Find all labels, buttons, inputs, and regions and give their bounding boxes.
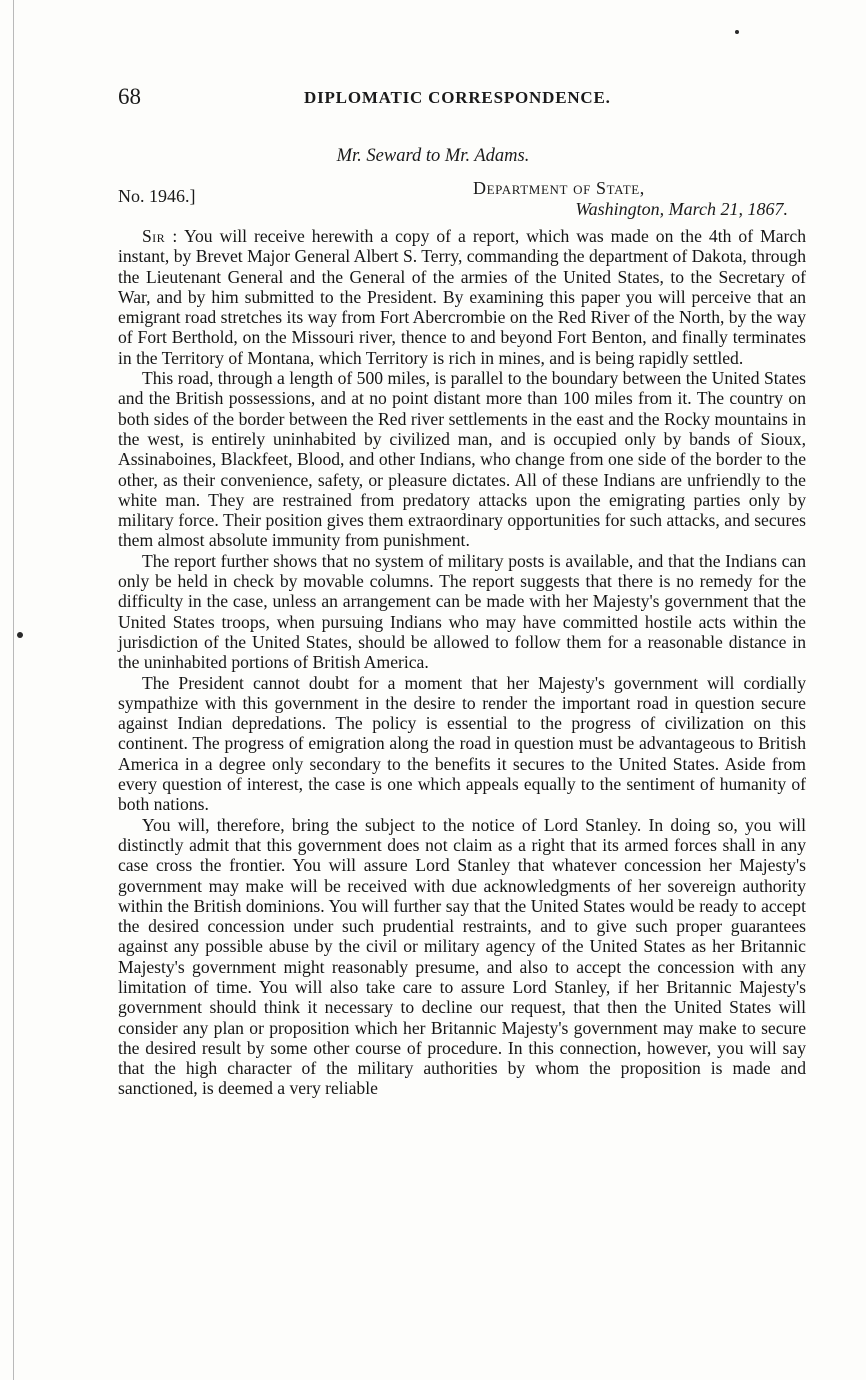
letter-date: March 21, 1867. [668,199,788,219]
letter-heading: Mr. Seward to Mr. Adams. [336,146,530,166]
paragraph-text: You will receive herewith a copy of a report, which was made on the 4th of March instant, by Brevet Major General Albert S. Terry, commanding the department of Dakota, through the Lieutenant General and the General of the armies of the United States, to the Secretary of War, and by him submitted to the President. By examining this paper you will perceive that an emigrant road stretches its way from Fort Abercrombie on the Red River of the North, by the way of Fort Berthold, on the Missouri river, thence to and beyond Fort Benton, and finally terminates in the Territory of Montana, which Territory is rich in mines, and is being rapidly settled. [118,226,806,368]
place-date [575,199,788,220]
ink-speck [17,632,23,638]
ink-speck [735,30,739,34]
running-head [118,84,808,114]
letter-number: No. 1946.] [118,186,196,206]
paragraph: The report further shows that no system of military posts is available, and that the Indians can only be held in check by movable columns. The report suggests that there is no remedy for the difficulty in the case, unless an arrangement can be made with her Majesty's government that the United States troops, when pursuing Indians who may have committed hostile acts within the jurisdiction of the United States, should be allowed to follow them for a reasonable distance in the uninhabited portions of British America. [118,550,806,673]
paragraph: You will, therefore, bring the subject to the notice of Lord Stanley. In doing so, you will distinctly admit that this government does not claim as a right that its armed forces shall in any case cross the frontier. You will assure Lord Stanley that whatever concession her Majesty's government may make will be received with due acknowledgments of her sovereign authority within the British dominions. You will further say that the United States would be ready to accept the desired concession under such prudential restraints, and to give such proper guarantees against any possible abuse by the civil or military agency of the United States as her Britannic Majesty's government might reasonably presume, and also to accept the concession with any limitation of time. You will also take care to assure Lord Stanley, if her Britannic Majesty's government should think it necessary to decline our request, that then the United States will consider any plan or proposition which her Britannic Majesty's government may make to secure the desired result by some other course of procedure. In this connection, however, you will say that the high character of the military authorities by whom the proposition is made and sanctioned, is deemed a very reliable [118,814,806,1099]
salutation: Sir : [142,226,178,246]
letter-body [118,226,806,1099]
paragraph: This road, through a length of 500 miles, is parallel to the boundary between the United States and the British possessions, and at no point distant more than 100 miles from it. The country on both sides of the border between the Red river settlements in the east and the Rocky mountains in the west, is entirely uninhabited by civilized man, and is occupied only by bands of Sioux, Assinaboines, Blackfeet, Blood, and other Indians, who change from one side of the border to the other, as their convenience, safety, or pleasure dictates. All of these Indians are unfriendly to the white man. They are restrained from predatory attacks upon the emigrating parties only by military force. Their position gives them extraordinary opportunities for such attacks, and secures them almost absolute immunity from punishment. [118,368,806,551]
paragraph [118,226,806,368]
place-name: Washington, [575,199,665,219]
page-edge-rule [13,0,14,1380]
page-number: 68 [118,84,141,109]
dateline [118,178,808,224]
running-title: DIPLOMATIC CORRESPONDENCE. [304,88,611,107]
paragraph: The President cannot doubt for a moment that her Majesty's government will cordially sympathize with this government in the desire to render the important road in question secure against Indian depredations. The policy is essential to the progress of civilization on this continent. The progress of emigration along the road in question must be advantageous to British America in a degree only secondary to the benefits it secures to the United States. Aside from every question of interest, the case is one which appeals equally to the sentiment of humanity of both nations. [118,672,806,815]
department-name: Department of State, [473,178,645,198]
